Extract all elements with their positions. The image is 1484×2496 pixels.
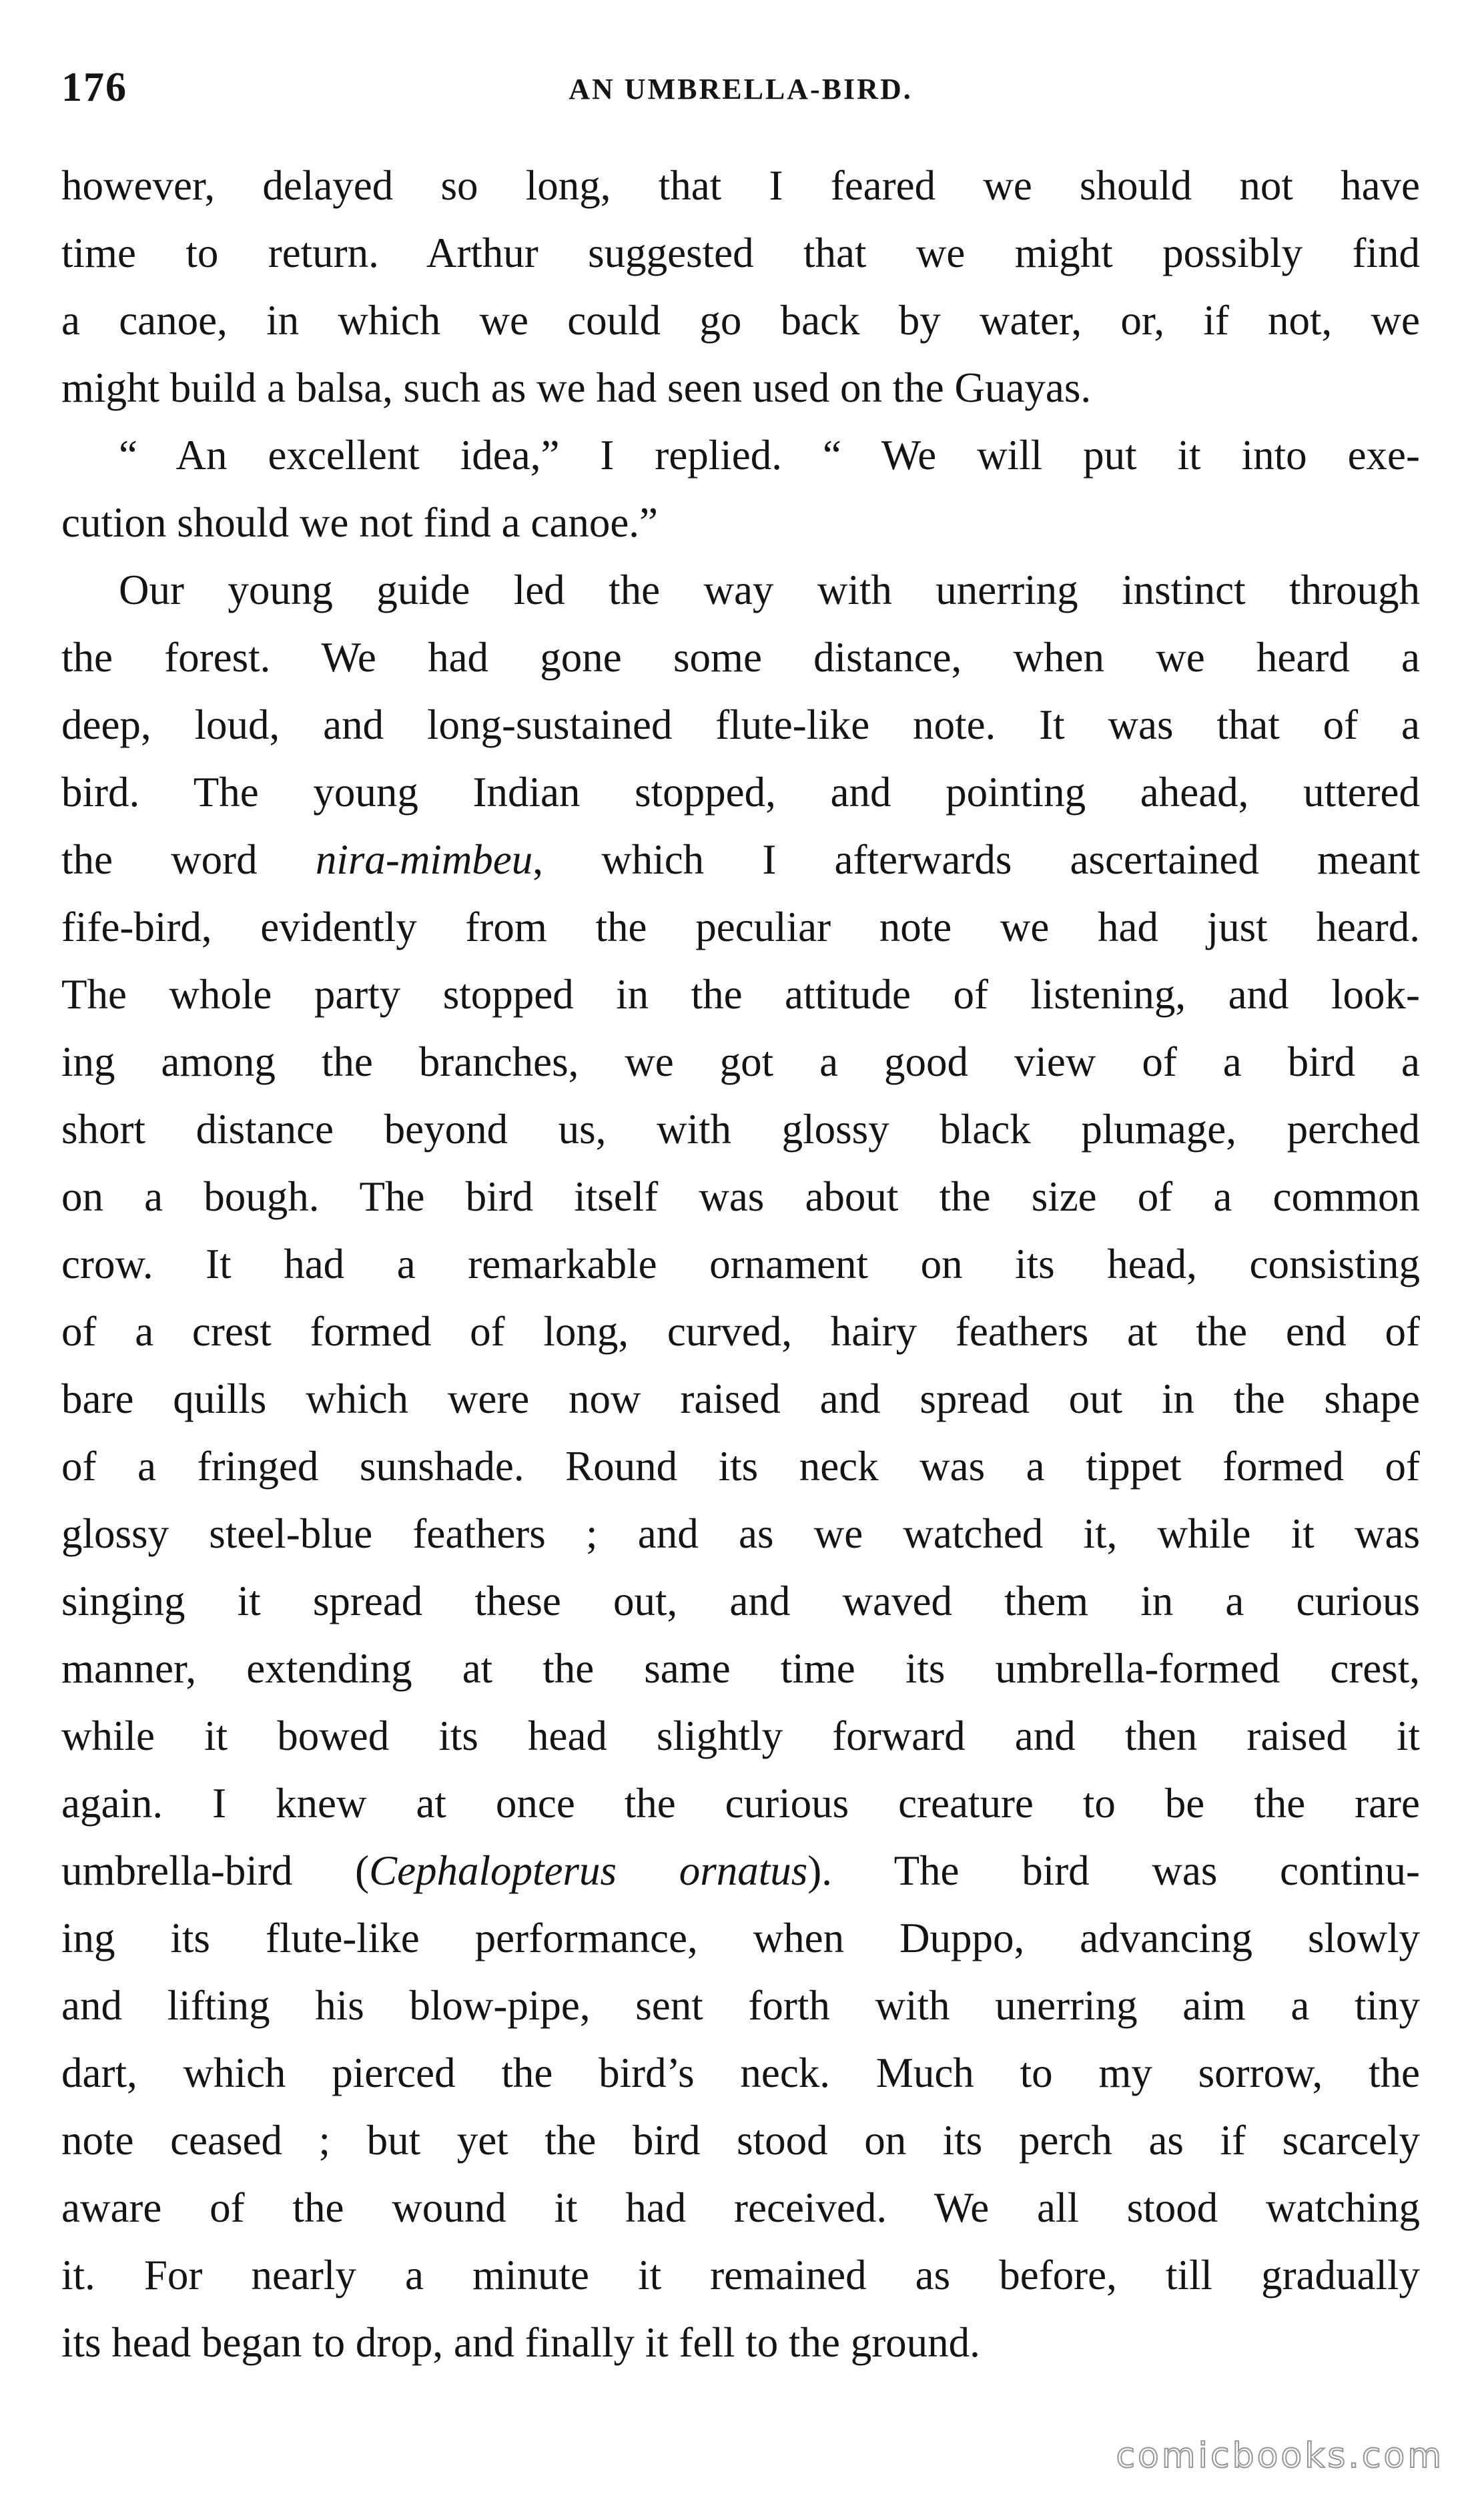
text-line: The whole party stopped in the attitude of listening, and look- — [61, 971, 1420, 1018]
body-text — [61, 152, 1420, 2377]
text-line: on a bough. The bird itself was about the size of a common — [61, 1173, 1420, 1220]
page-header — [61, 64, 1420, 124]
text-line: bare quills which were now raised and spread out in the shape — [61, 1375, 1420, 1422]
text-line: its head began to drop, and finally it fell to the ground. — [61, 2319, 980, 2366]
text-line: singing it spread these out, and waved them in a curious — [61, 1578, 1420, 1624]
text-line: glossy steel-blue feathers ; and as we watched it, while it was — [61, 1510, 1420, 1557]
watermark: comicbooks.com — [1116, 2436, 1444, 2476]
running-title: AN UMBRELLA-BIRD. — [569, 73, 913, 105]
text-line: dart, which pierced the bird’s neck. Much to my sorrow, the — [61, 2050, 1420, 2096]
text-line: ing among the branches, we got a good view of a bird a — [61, 1038, 1420, 1085]
text-line: aware of the wound it had received. We all stood watching — [61, 2184, 1420, 2231]
text-line: might build a balsa, such as we had seen used on the Guayas. — [61, 364, 1092, 411]
text-line: deep, loud, and long-sustained flute-like note. It was that of a — [61, 701, 1420, 748]
text-line: while it bowed its head slightly forward and then raised it — [61, 1712, 1420, 1759]
text-line: of a fringed sunshade. Round its neck was a tippet formed of — [61, 1443, 1420, 1490]
text-line: note ceased ; but yet the bird stood on its perch as if scarcely — [61, 2117, 1420, 2164]
text-line: cution should we not find a canoe.” — [61, 499, 658, 546]
text-line: again. I knew at once the curious creature to be the rare — [61, 1780, 1420, 1827]
page-number: 176 — [61, 65, 127, 110]
text-line: time to return. Arthur suggested that we might possibly find — [61, 230, 1420, 276]
text-line: however, delayed so long, that I feared we should not have — [61, 162, 1420, 209]
text-line: and lifting his blow-pipe, sent forth with unerring aim a tiny — [61, 1982, 1420, 2029]
text-line: of a crest formed of long, curved, hairy feathers at the end of — [61, 1308, 1420, 1355]
text-line: crow. It had a remarkable ornament on its head, consisting — [61, 1241, 1420, 1287]
text-line: umbrella-bird (Cephalopterus ornatus). The bird was continu- — [61, 1847, 1420, 1894]
text-line: Our young guide led the way with unerring instinct through — [119, 567, 1420, 613]
text-line: bird. The young Indian stopped, and pointing ahead, uttered — [61, 769, 1420, 816]
text-line: “ An excellent idea,” I replied. “ We will put it into exe- — [119, 432, 1420, 479]
text-line: short distance beyond us, with glossy black plumage, perched — [61, 1106, 1420, 1153]
text-line: the word nira-mimbeu, which I afterwards ascertained meant — [61, 836, 1420, 883]
text-line: it. For nearly a minute it remained as before, till gradually — [61, 2252, 1420, 2298]
text-line: ing its flute-like performance, when Duppo, advancing slowly — [61, 1915, 1420, 1961]
text-line: manner, extending at the same time its umbrella-formed crest, — [61, 1645, 1420, 1692]
text-line: the forest. We had gone some distance, when we heard a — [61, 634, 1420, 681]
text-line: a canoe, in which we could go back by water, or, if not, we — [61, 297, 1420, 344]
text-line: fife-bird, evidently from the peculiar note we had just heard. — [61, 904, 1420, 950]
